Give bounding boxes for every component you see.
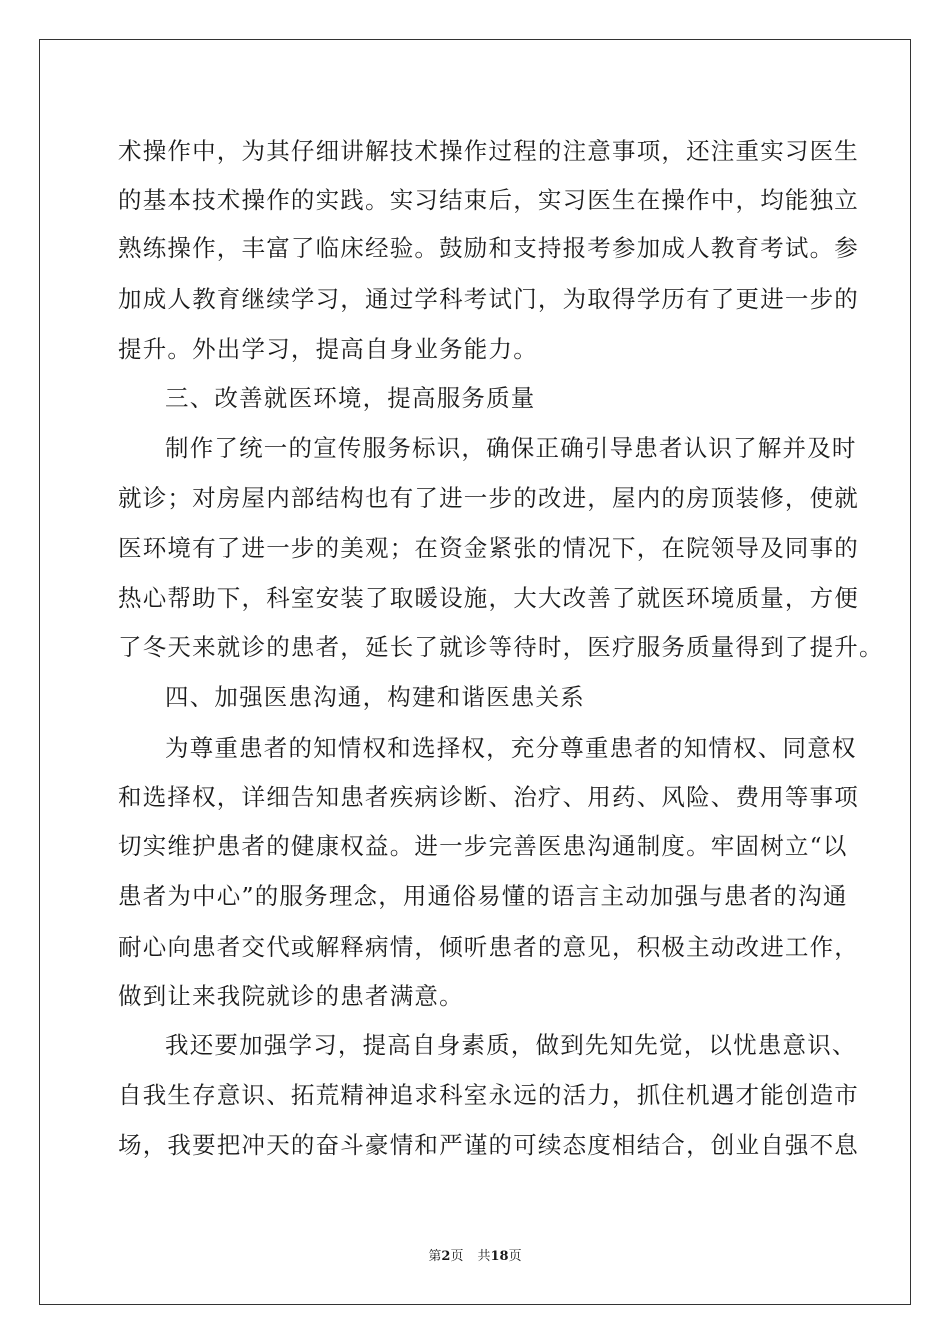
body-text-line: 切实维护患者的健康权益。进一步完善医患沟通制度。牢固树立“以 xyxy=(118,832,848,860)
section-heading: 四、加强医患沟通，构建和谐医患关系 xyxy=(165,683,585,711)
body-text-line: 熟练操作，丰富了临床经验。鼓励和支持报考参加成人教育考试。参 xyxy=(118,234,859,262)
body-text-line: 自我生存意识、拓荒精神追求科室永远的活力，抓住机遇才能创造市 xyxy=(118,1081,859,1109)
body-text-line: 提升。外出学习，提高自身业务能力。 xyxy=(118,335,538,363)
page-footer xyxy=(0,1249,950,1265)
body-text-line: 耐心向患者交代或解释病情，倾听患者的意见，积极主动改进工作， xyxy=(118,933,859,961)
body-text-line: 加成人教育继续学习，通过学科考试门，为取得学历有了更进一步的 xyxy=(118,285,859,313)
total-pages-label: 共18页 xyxy=(477,1249,522,1264)
body-text-line: 医环境有了进一步的美观；在资金紧张的情况下，在院领导及同事的 xyxy=(118,534,859,562)
section-heading: 三、改善就医环境，提高服务质量 xyxy=(165,384,536,412)
body-text-line: 就诊；对房屋内部结构也有了进一步的改进，屋内的房顶装修，使就 xyxy=(118,484,859,512)
body-text-line: 为尊重患者的知情权和选择权，充分尊重患者的知情权、同意权 xyxy=(165,734,857,762)
body-text-line: 了冬天来就诊的患者，延长了就诊等待时，医疗服务质量得到了提升。 xyxy=(118,633,884,661)
body-text-line: 我还要加强学习，提高自身素质，做到先知先觉，以忧患意识、 xyxy=(165,1031,857,1059)
page-label: 第2页 xyxy=(428,1249,464,1264)
current-page-number: 2 xyxy=(441,1249,451,1264)
page-border xyxy=(39,39,911,1305)
body-text-line: 的基本技术操作的实践。实习结束后，实习医生在操作中，均能独立 xyxy=(118,186,859,214)
total-pages-number: 18 xyxy=(490,1249,509,1264)
body-text-line: 术操作中，为其仔细讲解技术操作过程的注意事项，还注重实习医生 xyxy=(118,137,859,165)
body-text-line: 患者为中心”的服务理念，用通俗易懂的语言主动加强与患者的沟通 xyxy=(118,882,848,910)
body-text-line: 和选择权，详细告知患者疾病诊断、治疗、用药、风险、费用等事项 xyxy=(118,783,859,811)
body-text-line: 场，我要把冲天的奋斗豪情和严谨的可续态度相结合，创业自强不息 xyxy=(118,1131,859,1159)
body-text-line: 热心帮助下，科室安装了取暖设施，大大改善了就医环境质量，方便 xyxy=(118,584,859,612)
body-text-line: 做到让来我院就诊的患者满意。 xyxy=(118,982,464,1010)
body-text-line: 制作了统一的宣传服务标识，确保正确引导患者认识了解并及时 xyxy=(165,434,857,462)
